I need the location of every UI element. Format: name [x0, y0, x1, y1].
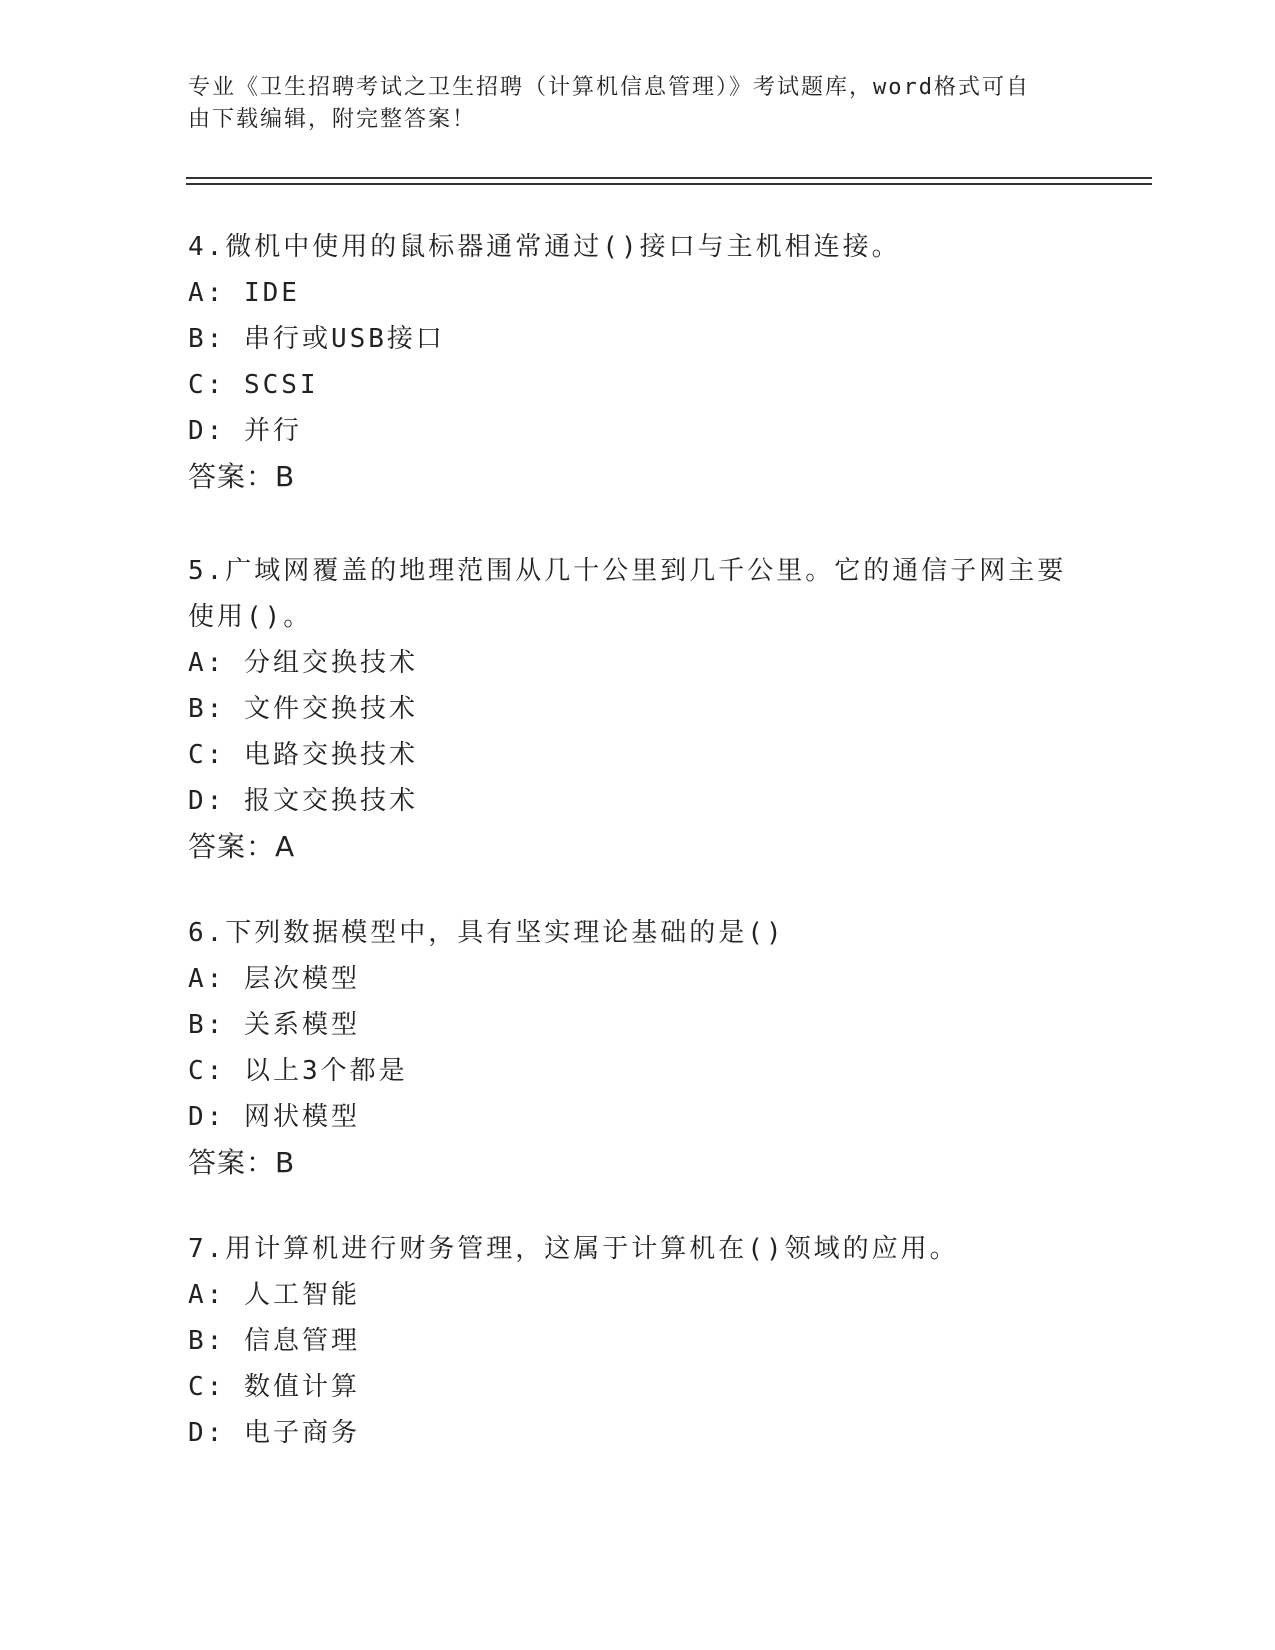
option-a: A: IDE	[188, 278, 300, 308]
answer-line: 答案：A	[188, 830, 296, 863]
option-c: C: SCSI	[188, 370, 319, 400]
header-divider-top	[186, 177, 1152, 179]
answer-line: 答案：B	[188, 1146, 296, 1179]
header-line-2: 由下载编辑，附完整答案！	[188, 107, 477, 132]
question-block	[188, 1226, 1088, 1456]
document-header	[188, 72, 1068, 136]
question-block	[188, 224, 1088, 500]
option-a: A: 分组交换技术	[188, 648, 418, 678]
question-stem: 6.下列数据模型中，具有坚实理论基础的是()	[188, 918, 785, 948]
answer-line: 答案：B	[188, 460, 296, 493]
option-b: B: 串行或USB接口	[188, 324, 445, 354]
option-c: C: 电路交换技术	[188, 740, 418, 770]
option-d: D: 电子商务	[188, 1418, 360, 1448]
question-stem-line-2: 使用()。	[188, 602, 313, 632]
question-stem: 7.用计算机进行财务管理，这属于计算机在()领域的应用。	[188, 1234, 959, 1264]
option-b: B: 信息管理	[188, 1326, 360, 1356]
option-b: B: 文件交换技术	[188, 694, 418, 724]
option-a: A: 人工智能	[188, 1280, 360, 1310]
option-a: A: 层次模型	[188, 964, 360, 994]
option-c: C: 以上3个都是	[188, 1056, 408, 1086]
header-line-1: 专业《卫生招聘考试之卫生招聘（计算机信息管理）》考试题库，word格式可自	[188, 75, 1030, 100]
question-stem: 4.微机中使用的鼠标器通常通过()接口与主机相连接。	[188, 232, 901, 262]
option-c: C: 数值计算	[188, 1372, 360, 1402]
question-block	[188, 910, 1088, 1186]
option-d: D: 网状模型	[188, 1102, 360, 1132]
question-block	[188, 548, 1088, 870]
option-d: D: 报文交换技术	[188, 786, 418, 816]
header-divider-bottom	[186, 183, 1152, 185]
option-d: D: 并行	[188, 416, 302, 446]
question-stem-line-1: 5.广域网覆盖的地理范围从几十公里到几千公里。它的通信子网主要	[188, 556, 1067, 586]
option-b: B: 关系模型	[188, 1010, 360, 1040]
